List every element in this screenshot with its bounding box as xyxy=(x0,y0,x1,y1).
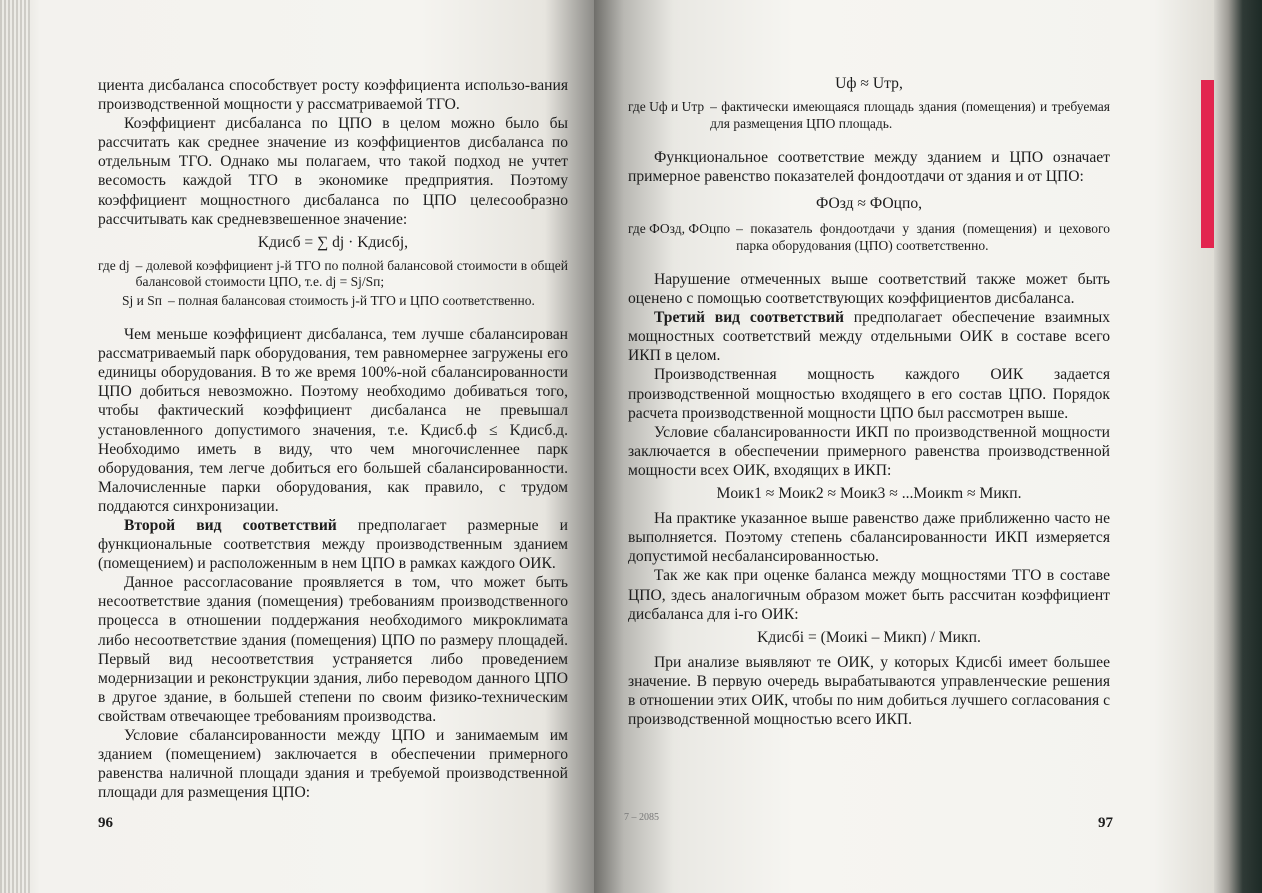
paragraph: Третий вид соответствий предполагает обеспечение взаимных мощностных соответствий между отдельными ОИК в составе всего ИКП в целом. xyxy=(628,309,1110,365)
bold-term: Второй вид соответствий xyxy=(124,517,337,534)
signature-mark: 7 – 2085 xyxy=(624,812,659,823)
definition xyxy=(98,258,568,291)
definition-text: – полная балансовая стоимость j-й ТГО и ЦПО соответственно. xyxy=(167,292,535,308)
paragraph: Коэффициент дисбаланса по ЦПО в целом можно было бы рассчитать как среднее значение из коэффициентов дисбаланса по отдельным ТГО. Однако мы полагаем, что такой подход не учтет весомость каждой ТГО в экономике предприятия. Поэтому коэффициент мощностного дисбаланса по ЦПО целесообразно рассчитывать как средневзвешенное значение: xyxy=(98,115,568,228)
definition-symbol: где dj xyxy=(98,257,130,273)
definition xyxy=(628,221,1110,254)
paragraph: Производственная мощность каждого ОИК задается производственной мощностью входящего в его состав ЦПО. Порядок расчета производственной мощности ЦПО был рассмотрен выше. xyxy=(628,366,1110,422)
formula: ФОзд ≈ ФОцпо, xyxy=(815,195,923,213)
right-page xyxy=(594,0,1216,893)
formula: Mоик1 ≈ Mоик2 ≈ Mоик3 ≈ ...Mоикm ≈ Mикп. xyxy=(716,485,1022,503)
definition-text: – фактически имеющаяся площадь здания (помещения) и требуемая для размещения ЦПО площадь. xyxy=(710,99,1110,131)
definition-symbol: где ФОзд, ФОцпо xyxy=(628,221,731,237)
formula: Uф ≈ Uтр, xyxy=(835,75,903,92)
paragraph: Функциональное соответствие между зданием и ЦПО означает примерное равенство показателей фондоотдачи от здания и от ЦПО: xyxy=(628,148,1110,185)
left-page xyxy=(0,0,594,893)
paragraph: Условие сбалансированности между ЦПО и занимаемым им зданием (помещением) заключается в обеспечении примерного равенства наличной площади здания и требуемой производственной площади для размещения ЦПО: xyxy=(98,727,568,802)
paragraph: циента дисбаланса способствует росту коэффициента использо-вания производственной мощности у рассматриваемой ТГО. xyxy=(98,77,568,114)
definition xyxy=(628,99,1110,132)
paragraph: Нарушение отмеченных выше соответствий также может быть оценено с помощью соответствующих коэффициентов дисбаланса. xyxy=(628,271,1110,308)
page-number: 97 xyxy=(1098,815,1113,831)
formula: Kдисбi = (Mоикi – Mикп) / Mикп. xyxy=(757,628,981,646)
paragraph: Чем меньше коэффициент дисбаланса, тем лучше сбалансирован рассматриваемый парк оборудования, тем равномернее загружены его единицы оборудования. В то же время 100%-ной сбалансированности ЦПО добиться невозможно. Поэтому необходимо добиваться того, чтобы фактический коэффициент дисбаланса не превышал установленного допустимого значения, т.е. Kдисб.ф ≤ Kдисб.д. Необходимо иметь в виду, что чем многочисленнее парк оборудования, тем легче добиться его большей сбалансированности. Малочисленные парки оборудования, как правило, с трудом поддаются синхронизации. xyxy=(98,326,568,515)
page-edges xyxy=(0,0,30,893)
paragraph: Данное рассогласование проявляется в том, что может быть несоответствие здания (помещения) требованиям производственного процесса в отношении поддержания необходимого микроклимата либо несоответствие здания (помещения) ЦПО по размеру площадей. Первый вид несоответствия устраняется либо проведением модернизации и реконструкции здания, либо переводом данного ЦПО в другое здание, в большей степени по своим физико-техническим свойствам отвечающее требованиям производства. xyxy=(98,574,568,725)
right-text-column xyxy=(628,70,1110,729)
bold-term: Третий вид соответствий xyxy=(654,309,844,327)
paragraph: Условие сбалансированности ИКП по производственной мощности заключается в обеспечении примерного равенства производственной мощности всех ОИК, входящих в ИКП: xyxy=(628,423,1110,479)
formula: Kдисб = ∑ dj · Kдисбj, xyxy=(257,233,409,251)
book-cover-edge xyxy=(1214,0,1262,893)
definition-text: – показатель фондоотдачи у здания (помещения) и цехового парка оборудования (ЦПО) соответственно. xyxy=(736,221,1110,253)
left-text-column xyxy=(98,76,568,802)
paragraph: При анализе выявляют те ОИК, у которых Kдисбi имеет большее значение. В первую очередь вырабатываются управленческие решения в отношении этих ОИК, чтобы по ним добиться лучшего согласования с производственной мощностью всего ИКП. xyxy=(628,653,1110,729)
paragraph: Второй вид соответствий предполагает размерные и функциональные соответствия между производственным зданием (помещением) и расположенным в нем ЦПО в рамках каждого ОИК. xyxy=(98,517,568,573)
definition xyxy=(98,293,568,309)
paragraph: На практике указанное выше равенство даже приближенно часто не выполняется. Поэтому степень сбалансированности ИКП измеряется допустимой несбалансированностью. xyxy=(628,510,1110,566)
definition-symbol: где Uф и Uтр xyxy=(628,99,705,115)
paragraph: Так же как при оценке баланса между мощностями ТГО в составе ЦПО, здесь аналогичным образом может быть рассчитан коэффициент дисбаланса для i-го ОИК: xyxy=(628,567,1110,623)
definition-symbol: Sj и Sп xyxy=(122,292,162,308)
definition-text: – долевой коэффициент j-й ТГО по полной балансовой стоимости в общей балансовой стоимости ЦПО, т.е. dj = Sj/Sп; xyxy=(135,257,568,290)
page-number: 96 xyxy=(98,815,113,831)
